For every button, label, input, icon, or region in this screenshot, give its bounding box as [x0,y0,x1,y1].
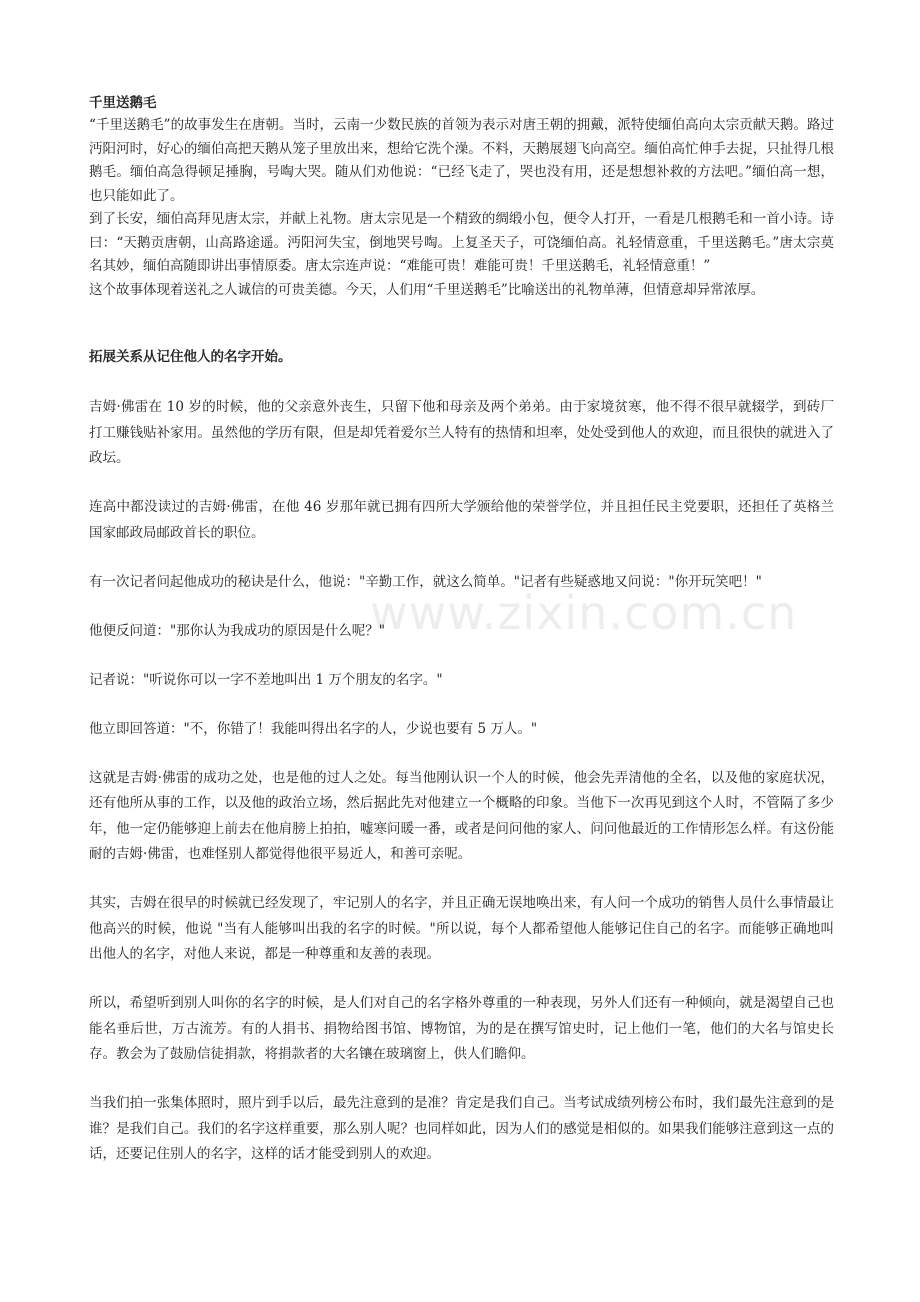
watermark: www.zixin.com.cn [370,586,798,640]
section-title: 千里送鹅毛 [89,95,157,111]
paragraph: 所以，希望听到别人叫你的名字的时候，是人们对自己的名字格外尊重的一种表现，另外人们还有一种倾向，就是渴望自己也能名垂后世，万古流芳。有的人捐书、捐物给图书馆、博物馆，为的是在撰写馆史时，记上他们一笔，他们的大名与馆史长存。教会为了鼓励信徒捐款，将捐款者的大名镶在玻璃窗上，供人们瞻仰。 [89,995,834,1062]
paragraph: 有一次记者问起他成功的秘诀是什么，他说："辛勤工作，就这么简单。"记者有些疑惑地又问说："你开玩笑吧！" [89,573,762,590]
paragraph: 这个故事体现着送礼之人诚信的可贵美德。今天，人们用“千里送鹅毛”比喻送出的礼物单薄，但情意却异常浓厚。 [89,281,765,298]
section-remember-names [89,346,834,1168]
paragraph: 其实，吉姆在很早的时候就已经发现了，牢记别人的名字，并且正确无误地唤出来，有人问一个成功的销售人员什么事情最让他高兴的时候，他说 "当有人能够叫出我的名字的时候。"所以说，每个人都希望他人能够记住自己的名字。而能够正确地叫出他人的名字，对他人来说，都是一种尊重和友善的表现。 [89,895,834,962]
section-gift-story [89,92,834,302]
document-page [89,92,834,1191]
paragraph: 吉姆·佛雷在 10 岁的时候，他的父亲意外丧生，只留下他和母亲及两个弟弟。由于家境贫寒，他不得不很早就辍学，到砖厂打工赚钱贴补家用。虽然他的学历有限，但是却凭着爱尔兰人特有的热情和坦率，处处受到他人的欢迎，而且很快的就进入了政坛。 [89,399,834,466]
paragraph: 到了长安，缅伯高拜见唐太宗，并献上礼物。唐太宗见是一个精致的绸缎小包，便令人打开，一看是几根鹅毛和一首小诗。诗曰：“天鹅贡唐朝，山高路途遥。沔阳河失宝，倒地哭号啕。上复圣天子，可饶缅伯高。礼轻情意重，千里送鹅毛。”唐太宗莫名其妙，缅伯高随即讲出事情原委。唐太宗连声说：“难能可贵！难能可贵！千里送鹅毛，礼轻情意重！” [89,211,834,274]
paragraph: 他便反问道："那你认为我成功的原因是什么呢？" [89,622,385,639]
paragraph: 他立即回答道："不，你错了！我能叫得出名字的人，少说也要有 5 万人。" [89,720,538,737]
paragraph: 这就是吉姆·佛雷的成功之处，也是他的过人之处。每当他刚认识一个人的时候，他会先弄清他的全名，以及他的家庭状况，还有他所从事的工作，以及他的政治立场，然后据此先对他建立一个概略的印象。当他下一次再见到这个人时，不管隔了多少年，他一定仍能够迎上前去在他肩膀上拍拍，嘘寒问暖一番，或者是问问他的家人、问问他最近的工作情形怎么样。有这份能耐的吉姆·佛雷，也难怪别人都觉得他很平易近人，和善可亲呢。 [89,769,834,862]
paragraph: 记者说："听说你可以一字不差地叫出 1 万个朋友的名字。" [89,671,443,688]
paragraph: “千里送鹅毛”的故事发生在唐朝。当时，云南一少数民族的首领为表示对唐王朝的拥戴，派特使缅伯高向太宗贡献天鹅。路过沔阳河时，好心的缅伯高把天鹅从笼子里放出来，想给它洗个澡。不料，天鹅展翅飞向高空。缅伯高忙伸手去捉，只扯得几根鹅毛。缅伯高急得顿足捶胸，号啕大哭。随从们劝他说：“已经飞走了，哭也没有用，还是想想补救的方法吧。”缅伯高一想，也只能如此了。 [89,117,834,204]
section-title: 拓展关系从记住他人的名字开始。 [89,349,292,365]
paragraph: 当我们拍一张集体照时，照片到手以后，最先注意到的是准？肯定是我们自己。当考试成绩列榜公布时，我们最先注意到的是谁？是我们自己。我们的名字这样重要，那么别人呢？也同样如此，因为人们的感觉是相似的。如果我们能够注意到这一点的话，还要记住别人的名字，这样的话才能受到别人的欢迎。 [89,1095,834,1162]
paragraph: 连高中都没读过的吉姆·佛雷，在他 46 岁那年就已拥有四所大学颁给他的荣誉学位，并且担任民主党要职，还担任了英格兰国家邮政局邮政首长的职位。 [89,499,834,541]
section-spacer [89,302,834,346]
